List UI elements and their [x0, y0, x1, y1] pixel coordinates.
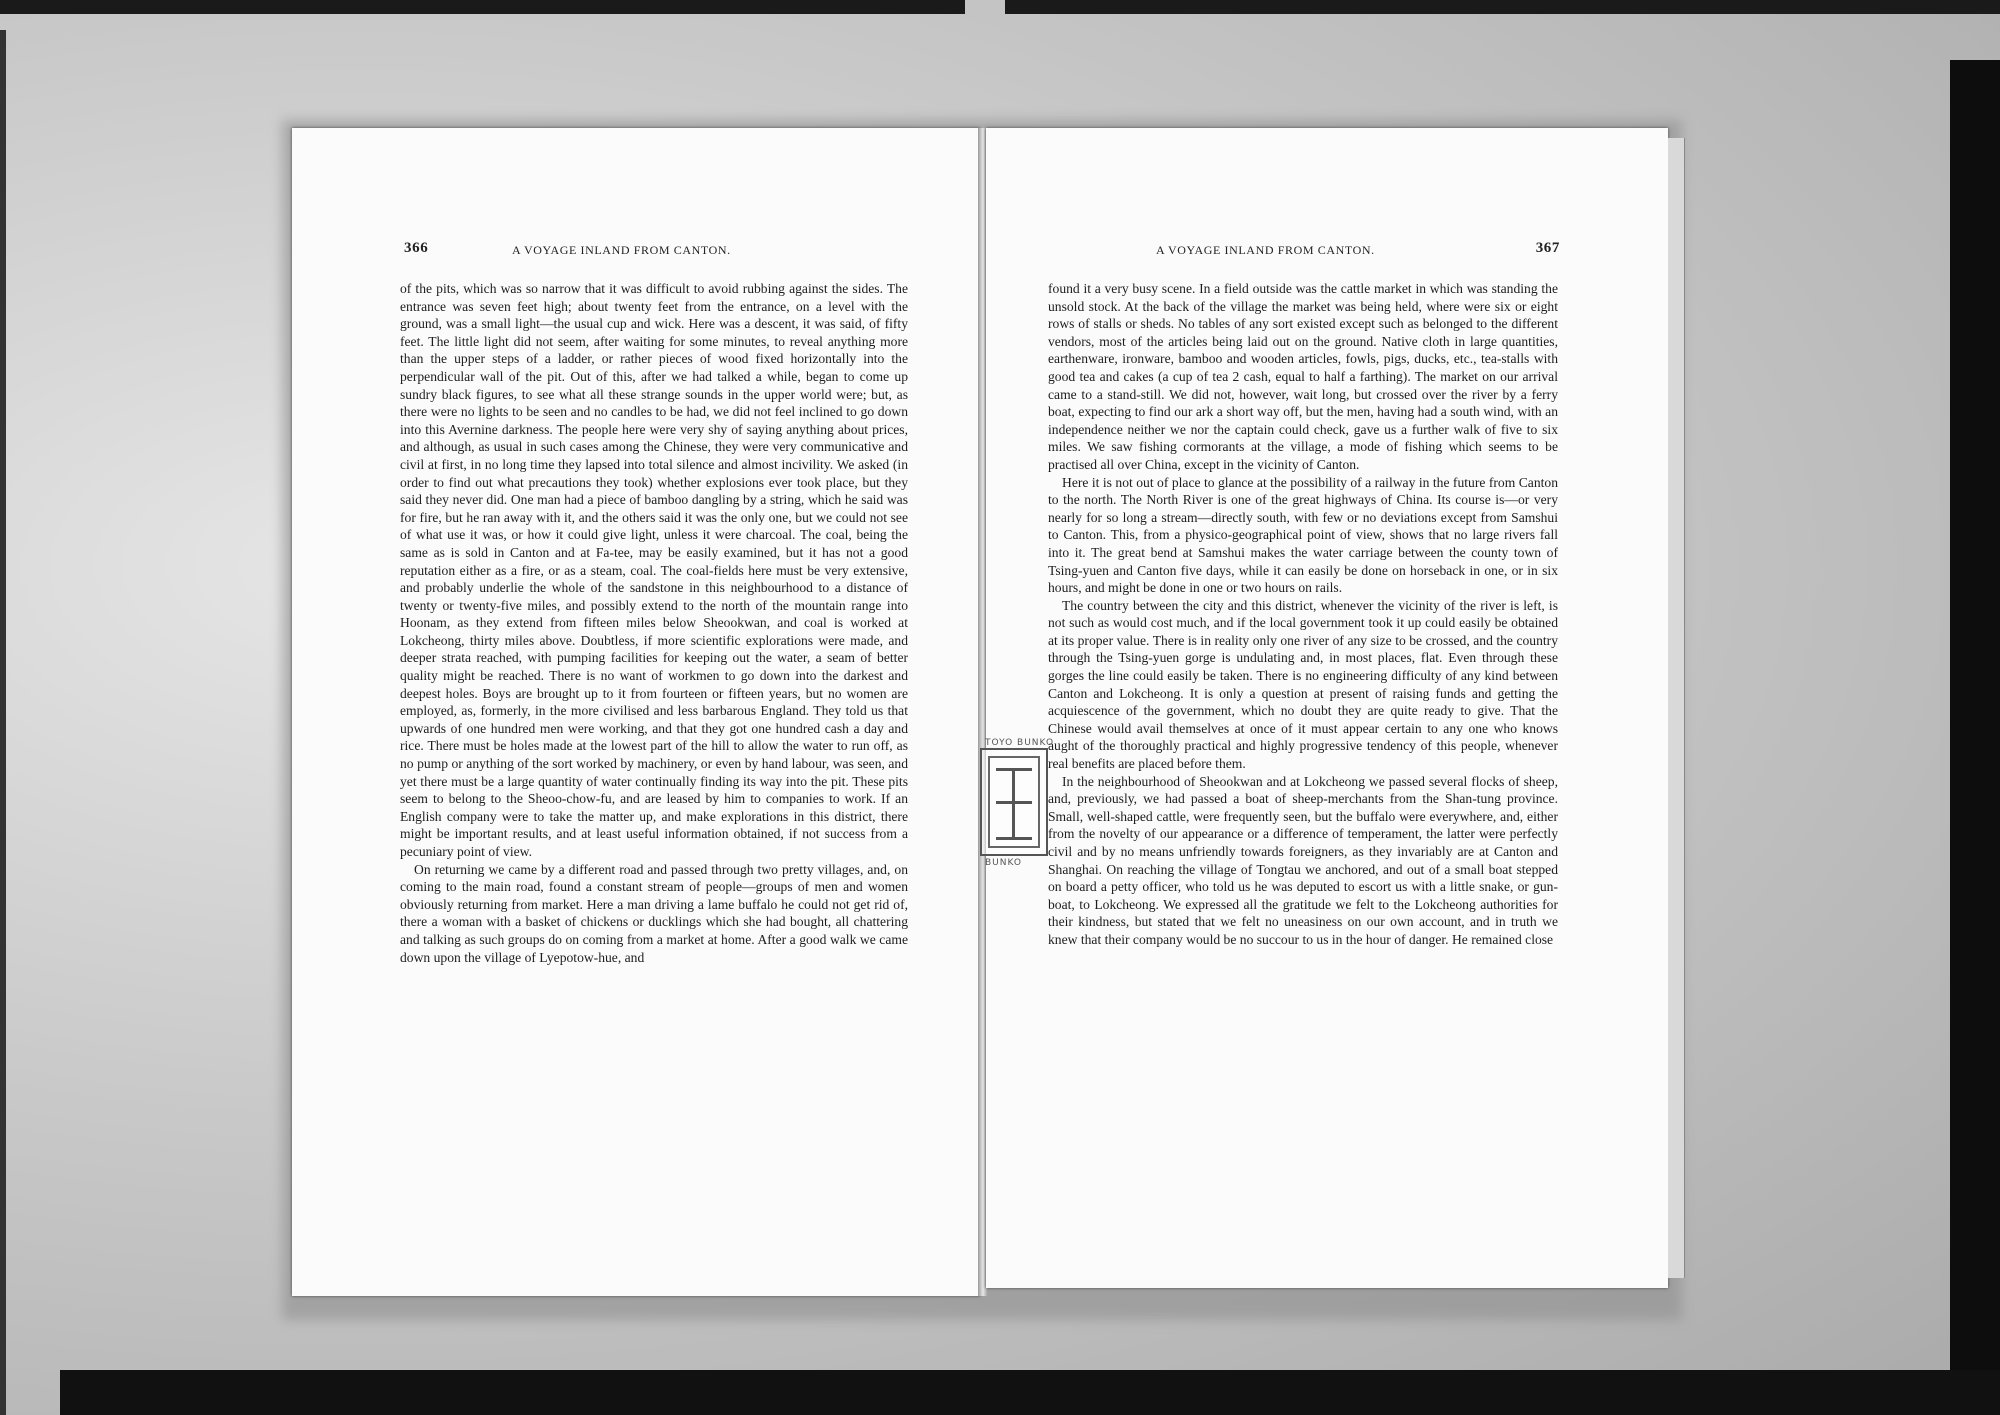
right-paragraph-4: In the neighbourhood of Sheookwan and at Lokcheong we passed several flocks of sheep, and, previously, we had passed a boat of sheep-merchants from the Shan-tung province. Small, well-shaped cattle, were frequently seen, but the buffalo were everywhere, and, either from the novelty of our appearance or a difference of temperament, the latter were perfectly civil and by no means unfriendly towards foreigners, as they invariably are at Canton and Shanghai. On reaching the village of Tongtau we anchored, and out of a small boat stepped on board a petty officer, who told us he was deputed to escort us with a little snake, or gun-boat, to Lokcheong. We expressed all the gratitude we felt to the Lokcheong authorities for their kindness, but stated that we felt no uneasiness on our own account, and in truth we knew that their company would be no succour to us in the hour of danger. He remained close: [1048, 773, 1558, 947]
scan-border-left: [0, 30, 6, 1415]
left-paragraph-1: of the pits, which was so narrow that it was difficult to avoid rubbing against the sides. The entrance was seven feet high; about twenty feet from the entrance, on a level with the ground, was a small light—the usual cup and wick. Here was a descent, it was said, of fifty feet. The little light did not seem, after waiting for some minutes, to reveal anything more than the upper steps of a ladder, or rather pieces of wood fixed horizontally into the perpendicular wall of the pit. Out of this, after we had talked a while, began to come up sundry black figures, to see what all these strange sounds in the upper world were; but, as there were no lights to be seen and no candles to be had, we did not feel inclined to go down into this Avernine darkness. The people here were very shy of saying anything about prices, and although, as usual in such cases among the Chinese, they were very communicative and civil at first, in no long time they lapsed into total silence and almost incivility. We asked (in order to find out what precautions they took) whether explosions ever took place, but they said they never did. One man had a piece of bamboo dangling by a string, which he said was for fire, but he ran away with it, and the others said it was the only one, but we could not see of what use it was, or how it could give light, unless it were charcoal. The coal, being the same as is sold in Canton and at Fa-tee, may be easily examined, but it has not a good reputation either as a fire, or as a steam, coal. The coal-fields here must be very extensive, and probably underlie the whole of the sandstone in this neighbourhood to a distance of twenty or twenty-five miles, and possibly extend to the north of the mountain range into Hoonam, as they extend from fifteen miles below Sheookwan, and coal is worked at Lokcheong, thirty miles above. Doubtless, if more scientific explorations were made, and deeper strata reached, with pumping facilities for keeping out the water, a seam of better quality might be reached. There is no want of workmen to go down into the darkest and deepest holes. Boys are brought up to it from fourteen or fifteen years, but no women are employed, as, formerly, in the more civilised and less barbarous England. They told us that upwards of one hundred men were working, and that they got one hundred cash a day and rice. There must be holes made at the lowest part of the hill to allow the water to run off, as no pump or anything of the sort worked by machinery, or even by hand labour, was seen, and yet there must be a large quantity of water continually finding its way into the pit. These pits seem to belong to the Sheoo-chow-fu, and are leased by him to companies to work. If an English company were to take the matter up, and make explorations in this district, there might be important results, and at least useful information obtained, if not success from a pecuniary point of view.: [400, 281, 908, 859]
scan-border-right: [1950, 60, 2000, 1380]
library-stamp-bottom-text: BUNKO: [985, 858, 1022, 868]
page-stack-edge: [1668, 138, 1685, 1278]
right-running-head: [986, 240, 1668, 265]
left-running-title: A VOYAGE INLAND FROM CANTON.: [512, 243, 731, 257]
left-paragraph-2: On returning we came by a different road and passed through two pretty villages, and, on coming to the main road, found a constant stream of people—groups of men and women obviously returning from market. Here a man driving a lame buffalo he could not get rid of, there a woman with a basket of chickens or ducklings which she had bought, all chattering and talking as such groups do on coming from a market at home. After a good walk we came down upon the village of Lyepotow-hue, and: [400, 861, 908, 965]
library-stamp-top-text: TOYO BUNKO: [985, 738, 1055, 748]
right-page: [986, 128, 1668, 1288]
right-body-text: [1048, 280, 1558, 949]
right-running-title: A VOYAGE INLAND FROM CANTON.: [1156, 243, 1375, 257]
left-body-text: [400, 280, 908, 966]
scan-border-top-right: [1005, 0, 2000, 14]
left-page-number: 366: [404, 240, 429, 256]
right-paragraph-2: Here it is not out of place to glance at the possibility of a railway in the future from Canton to the north. The North River is one of the great highways of China. Its course is—or very nearly for so long a stream—directly south, with few or no deviations except from Samshui to Canton. This, from a physico-geographical point of view, shows that no large rivers fall into it. The great bend at Samshui makes the water carriage between the county town of Tsing-yuen and Canton five days, while it can easily be done on horseback in one, or in six hours, and might be done in one or two hours on rails.: [1048, 474, 1558, 596]
right-page-number: 367: [1535, 240, 1560, 256]
left-running-head: [292, 240, 980, 265]
scan-border-top-left: [0, 0, 965, 14]
left-page: [292, 128, 980, 1296]
right-paragraph-3: The country between the city and this district, whenever the vicinity of the river is left, is not such as would cost much, and if the local government took it up could easily be obtained at its proper value. There is in reality only one river of any size to be crossed, and the country through the Tsing-yuen gorge is undulating and, in most places, flat. Even through these gorges the line could easily be taken. There is no engineering difficulty of any kind between Canton and Lokcheong. It is only a question at present of raising funds and getting the acquiescence of the government, which no doubt they are quite ready to give. That the Chinese would avail themselves at once of it must appear certain to any one who knows aught of the thoroughly practical and highly progressive tendency of this people, whenever real benefits are placed before them.: [1048, 597, 1558, 772]
library-stamp: [980, 748, 1048, 856]
stamp-glyph-icon: [996, 768, 1032, 840]
right-paragraph-1: found it a very busy scene. In a field outside was the cattle market in which was standing the unsold stock. At the back of the village the market was being held, where were six or eight rows of stalls or sheds. No tables of any sort existed except such as belonged to the different vendors, most of the articles being laid out on the ground. Native cloth in large quantities, earthenware, ironware, bamboo and wooden articles, fowls, pigs, ducks, etc., tea-stalls with good tea and cakes (a cup of tea 2 cash, equal to half a farthing). The market on our arrival came to a stand-still. We did not, however, wait long, but crossed over the river by a ferry boat, expecting to find our ark a short way off, but the men, having had a south wind, with an independence neither we nor the captain could check, gave us a further walk of five to six miles. We saw fishing cormorants at the village, a mode of fishing which seems to be practised all over China, except in the vicinity of Canton.: [1048, 281, 1558, 472]
scan-border-bottom: [60, 1370, 2000, 1415]
